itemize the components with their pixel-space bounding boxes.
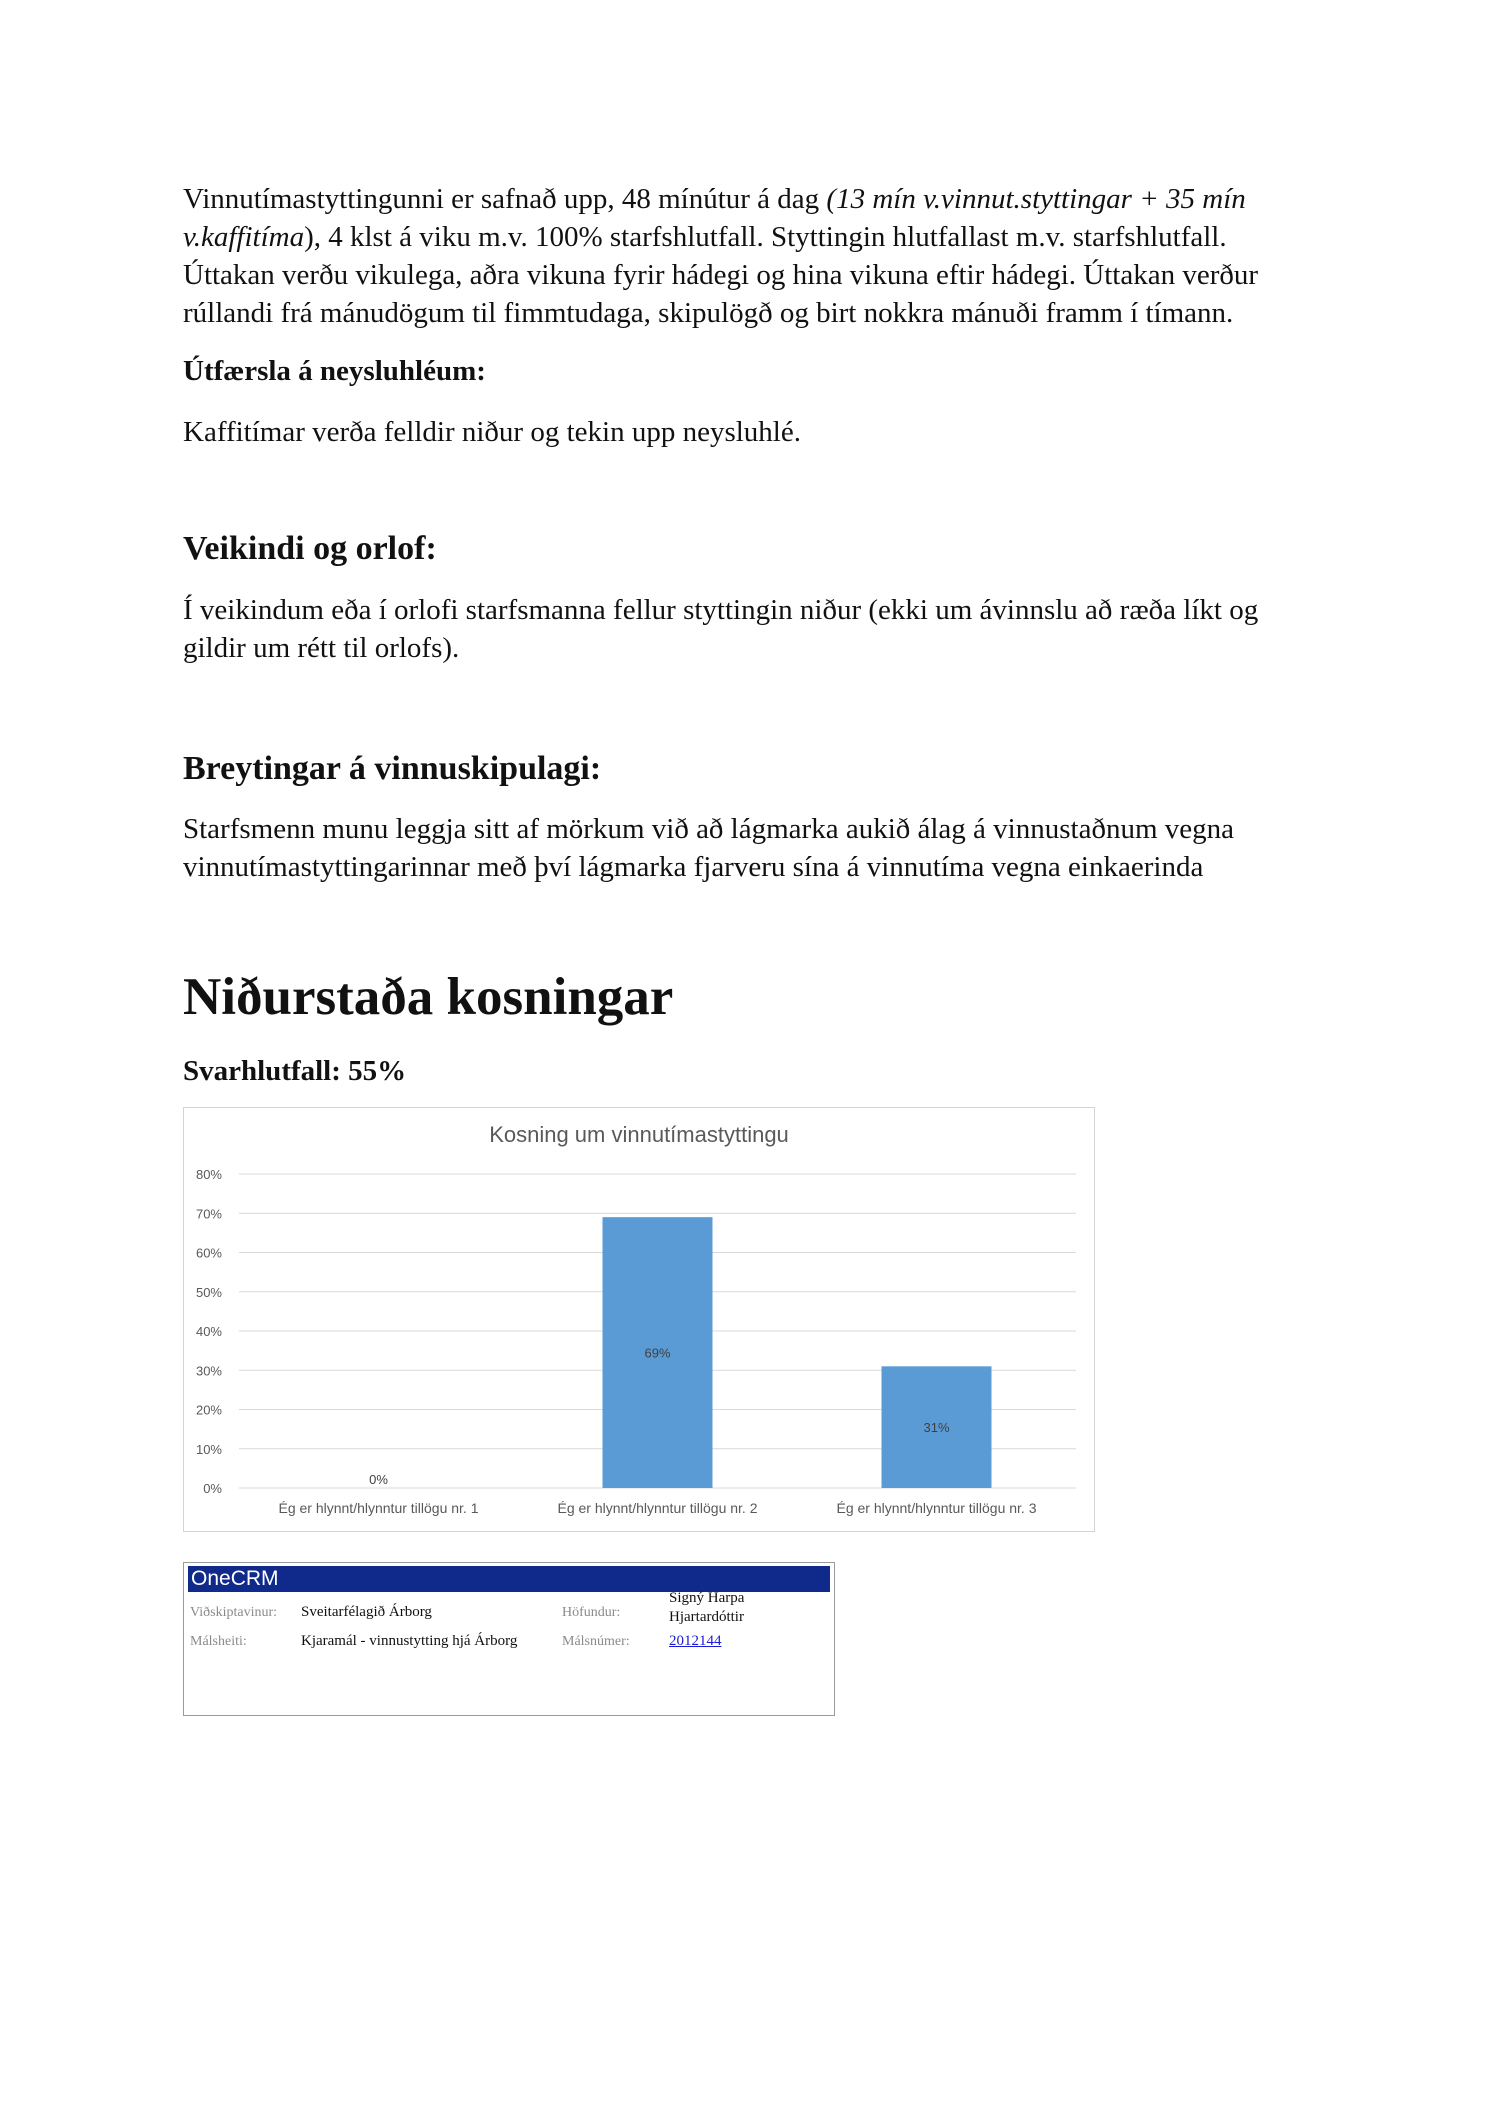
y-tick-label: 10% bbox=[195, 1441, 222, 1457]
intro-text-3: Úttakan verðu vikulega, aðra vikuna fyrir hádegi og hina vikuna eftir hádegi. Úttakan verður bbox=[183, 259, 1259, 291]
bar-value-label: 0% bbox=[369, 1472, 388, 1487]
client-value: Sveitarfélagið Árborg bbox=[301, 1604, 432, 1620]
result-heading: Niðurstaða kosningar bbox=[183, 968, 674, 1026]
neysluhle-heading: Útfærsla á neysluhléum: bbox=[183, 355, 486, 387]
intro-text: Vinnutímastyttingunni er safnað upp, 48 mínútur á dag bbox=[183, 183, 827, 215]
client-label: Viðskiptavinur: bbox=[190, 1605, 278, 1620]
chart-title: Kosning um vinnutímastyttingu bbox=[489, 1122, 789, 1147]
breytingar-heading: Breytingar á vinnuskipulagi: bbox=[183, 750, 602, 787]
x-category-label: Ég er hlynnt/hlynntur tillögu nr. 2 bbox=[557, 1500, 758, 1516]
breytingar-text bbox=[183, 810, 1234, 886]
veikindi-text bbox=[183, 591, 1258, 667]
veikindi-heading: Veikindi og orlof: bbox=[183, 530, 437, 567]
veikindi-line-2: gildir um rétt til orlofs). bbox=[183, 632, 460, 664]
y-tick-label: 40% bbox=[195, 1324, 222, 1339]
case-number-link[interactable]: 2012144 bbox=[669, 1633, 722, 1649]
author-value bbox=[669, 1589, 744, 1627]
bar-value-label: 69% bbox=[644, 1345, 671, 1361]
case-label: Málsnúmer: bbox=[562, 1634, 630, 1649]
x-category-label: Ég er hlynnt/hlynntur tillögu nr. 1 bbox=[278, 1500, 479, 1516]
onecrm-title: OneCRM bbox=[188, 1566, 830, 1592]
intro-paragraph bbox=[183, 180, 1343, 332]
onecrm-panel bbox=[183, 1562, 835, 1716]
chart-y-ticks bbox=[196, 1167, 222, 1496]
intro-text-4: rúllandi frá mánudögum til fimmtudaga, skipulögð og birt nokkra mánuði framm í tímann. bbox=[183, 297, 1234, 329]
y-tick-label: 70% bbox=[195, 1206, 222, 1222]
y-tick-label: 80% bbox=[195, 1167, 222, 1182]
neysluhle-text: Kaffitímar verða felldir niður og tekin upp neysluhlé. bbox=[183, 416, 801, 448]
author-value-line-2: Hjartardóttir bbox=[669, 1609, 744, 1625]
response-rate: Svarhlutfall: 55% bbox=[183, 1055, 407, 1087]
subject-value: Kjaramál - vinnustytting hjá Árborg bbox=[301, 1633, 518, 1649]
veikindi-line-1: Í veikindum eða í orlofi starfsmanna fellur styttingin niður (ekki um ávinnslu að ræða líkt og bbox=[183, 594, 1259, 626]
chart-canvas bbox=[184, 1108, 1094, 1531]
breytingar-line-1: Starfsmenn munu leggja sitt af mörkum við að lágmarka aukið álag á vinnustaðnum vegna bbox=[183, 813, 1234, 845]
x-category-label: Ég er hlynnt/hlynntur tillögu nr. 3 bbox=[836, 1500, 1037, 1516]
y-tick-label: 30% bbox=[195, 1363, 222, 1379]
y-tick-label: 20% bbox=[195, 1402, 222, 1418]
y-tick-label: 0% bbox=[203, 1481, 222, 1496]
author-value-line-1: Signý Harpa bbox=[669, 1590, 745, 1606]
chart-bars bbox=[369, 1217, 991, 1488]
breytingar-line-2: vinnutímastyttingarinnar með því lágmarka fjarveru sína á vinnutíma vegna einkaerinda bbox=[183, 851, 1204, 883]
author-label: Höfundur: bbox=[562, 1605, 621, 1620]
bar-value-label: 31% bbox=[923, 1420, 950, 1436]
chart-x-labels bbox=[278, 1500, 1036, 1516]
subject-label: Málsheiti: bbox=[190, 1634, 247, 1649]
y-tick-label: 50% bbox=[195, 1284, 222, 1300]
y-tick-label: 60% bbox=[195, 1245, 222, 1261]
vote-chart bbox=[183, 1107, 1095, 1532]
intro-text-2: ), 4 klst á viku m.v. 100% starfshlutfall. Styttingin hlutfallast m.v. starfshlutfall. bbox=[304, 221, 1227, 253]
intro-italic: (13 mín v.vinnut.styttingar + 35 mín v.kaffitíma bbox=[183, 183, 1246, 253]
